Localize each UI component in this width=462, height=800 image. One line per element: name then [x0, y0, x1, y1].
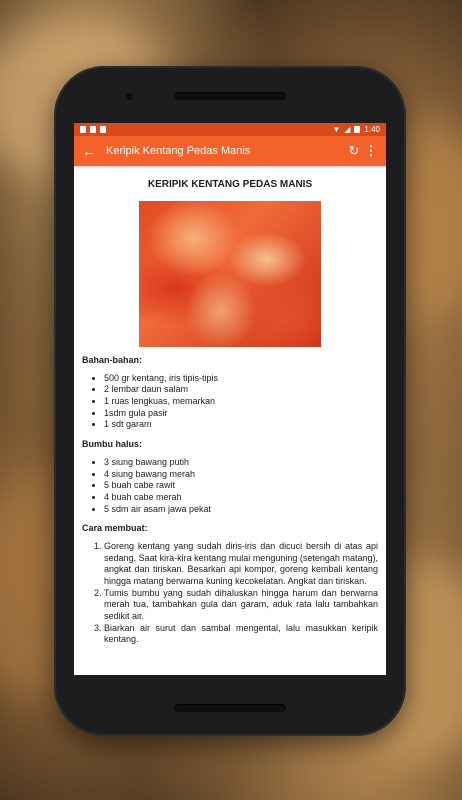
download-icon [100, 126, 106, 133]
ingredient-item: • 2 lembar daun salam [104, 384, 378, 396]
spice-item: • 5 sdm air asam jawa pekat [104, 504, 378, 516]
step-item: 2. Tumis bumbu yang sudah dihaluskan hingga harum dan berwarna merah tua, tambahkan gula dan garam, aduk rata lalu tambahkan sedikit air. [104, 588, 378, 623]
battery-icon [354, 126, 360, 133]
step-item: 1. Goreng kentang yang sudah diris-iris dan dicuci bersih di atas api sedang. Saat kira-kira kentang mulai menguning (setengah matang), angkat dan tiriskan. Besarkan api kompor, goreng kembali kentang hingga matang berwarna kuning kecokelatan. Angkat dan tiriskan. [104, 541, 378, 588]
ingredients-list [82, 373, 378, 431]
shield-icon [80, 126, 86, 133]
steps-list [82, 541, 378, 646]
status-bar [74, 123, 386, 136]
spice-item: • 3 siung bawang putih [104, 457, 378, 469]
earpiece-speaker [174, 92, 286, 100]
front-camera [126, 93, 133, 100]
toolbar-title: Keripik Kentang Pedas Manis [106, 145, 251, 157]
spice-item: • 4 buah cabe merah [104, 492, 378, 504]
image-icon [90, 126, 96, 133]
spice-item: • 5 buah cabe rawit [104, 480, 378, 492]
app-toolbar [74, 136, 386, 166]
ingredients-heading: Bahan-bahan: [82, 355, 143, 365]
steps-heading: Cara membuat: [82, 523, 148, 534]
phone-frame [54, 66, 406, 736]
app-screen [74, 123, 386, 675]
recipe-title: KERIPIK KENTANG PEDAS MANIS [147, 179, 313, 190]
ingredient-item: • 1 sdt garam [104, 419, 378, 431]
bottom-speaker [174, 704, 286, 712]
status-time: 1:40 [364, 125, 380, 134]
arrow-left-icon[interactable]: ← [82, 143, 96, 159]
refresh-icon[interactable]: ↻ [348, 143, 360, 158]
ingredient-item: • 1sdm gula pasir [104, 408, 378, 420]
recipe-photo [139, 201, 321, 347]
ingredient-item: • 1 ruas lengkuas, memarkan [104, 396, 378, 408]
spices-list [82, 457, 378, 515]
spice-item: • 4 siung bawang merah [104, 469, 378, 481]
ingredient-item: • 500 gr kentang, iris tipis-tipis [104, 373, 378, 385]
recipe-content[interactable] [74, 166, 386, 646]
signal-icon: ◢ [344, 125, 351, 134]
wifi-icon: ▼ [332, 125, 341, 134]
more-vert-icon[interactable]: ⋮ [364, 143, 378, 158]
step-item: 3. Biarkan air surut dan sambal mengental, lalu masukkan keripik kentang. [104, 623, 378, 646]
spices-heading: Bumbu halus: [82, 439, 142, 450]
